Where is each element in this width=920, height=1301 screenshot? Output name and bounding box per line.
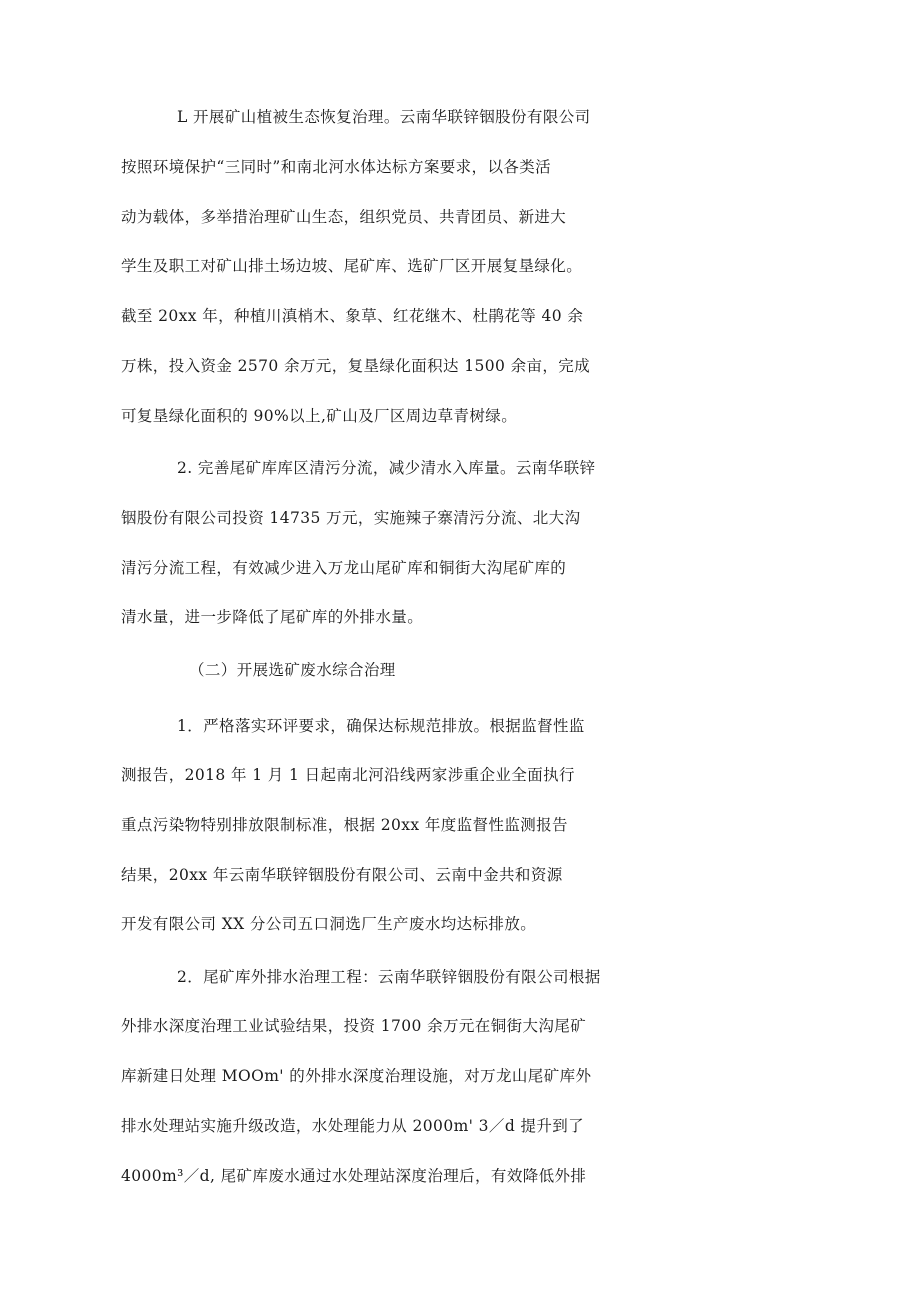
text-line: 截至 20xx 年，种植川滇梢木、象草、红花继木、杜鹃花等 40 余 xyxy=(121,307,584,325)
text-line: 清水量，进一步降低了尾矿库的外排水量。 xyxy=(121,608,424,626)
heading-line: （二）开展选矿废水综合治理 xyxy=(189,661,396,679)
text-line: 外排水深度治理工业试验结果，投资 1700 余万元在铜街大沟尾矿 xyxy=(121,1017,587,1035)
text-line: L 开展矿山植被生态恢复治理。云南华联锌铟股份有限公司 xyxy=(177,108,591,126)
text-line: 排水处理站实施升级改造，水处理能力从 2000m' 3／d 提升到了 xyxy=(121,1117,585,1135)
text-line: 动为载体，多举措治理矿山生态，组织党员、共青团员、新进大 xyxy=(121,208,567,226)
text-line: 学生及职工对矿山排土场边坡、尾矿库、选矿厂区开展复垦绿化。 xyxy=(121,257,583,275)
text-line: 2．尾矿库外排水治理工程：云南华联锌铟股份有限公司根据 xyxy=(177,968,601,986)
text-line: 清污分流工程，有效减少进入万龙山尾矿库和铜街大沟尾矿库的 xyxy=(121,559,567,577)
text-line: 库新建日处理 MOOm' 的外排水深度治理设施，对万龙山尾矿库外 xyxy=(121,1067,592,1085)
text-line: 结果，20xx 年云南华联锌铟股份有限公司、云南中金共和资源 xyxy=(121,866,563,884)
text-line: 1．严格落实环评要求，确保达标规范排放。根据监督性监 xyxy=(177,717,585,735)
text-line: 按照环境保护“三同时”和南北河水体达标方案要求，以各类活 xyxy=(121,158,552,176)
text-line: 4000m³／d, 尾矿库废水通过水处理站深度治理后，有效降低外排 xyxy=(121,1167,587,1185)
text-line: 2. 完善尾矿库库区清污分流，减少清水入库量。云南华联锌 xyxy=(177,459,596,477)
text-line: 重点污染物特别排放限制标准，根据 20xx 年度监督性监测报告 xyxy=(121,816,568,834)
text-line: 铟股份有限公司投资 14735 万元，实施辣子寨清污分流、北大沟 xyxy=(121,509,581,527)
text-line: 测报告，2018 年 1 月 1 日起南北河沿线两家涉重企业全面执行 xyxy=(121,766,575,784)
text-line: 开发有限公司 XX 分公司五口洞选厂生产废水均达标排放。 xyxy=(121,915,537,933)
text-line: 万株，投入资金 2570 余万元，复垦绿化面积达 1500 余亩，完成 xyxy=(121,357,591,375)
text-line: 可复垦绿化面积的 90%以上,矿山及厂区周边草青树绿。 xyxy=(121,407,518,425)
